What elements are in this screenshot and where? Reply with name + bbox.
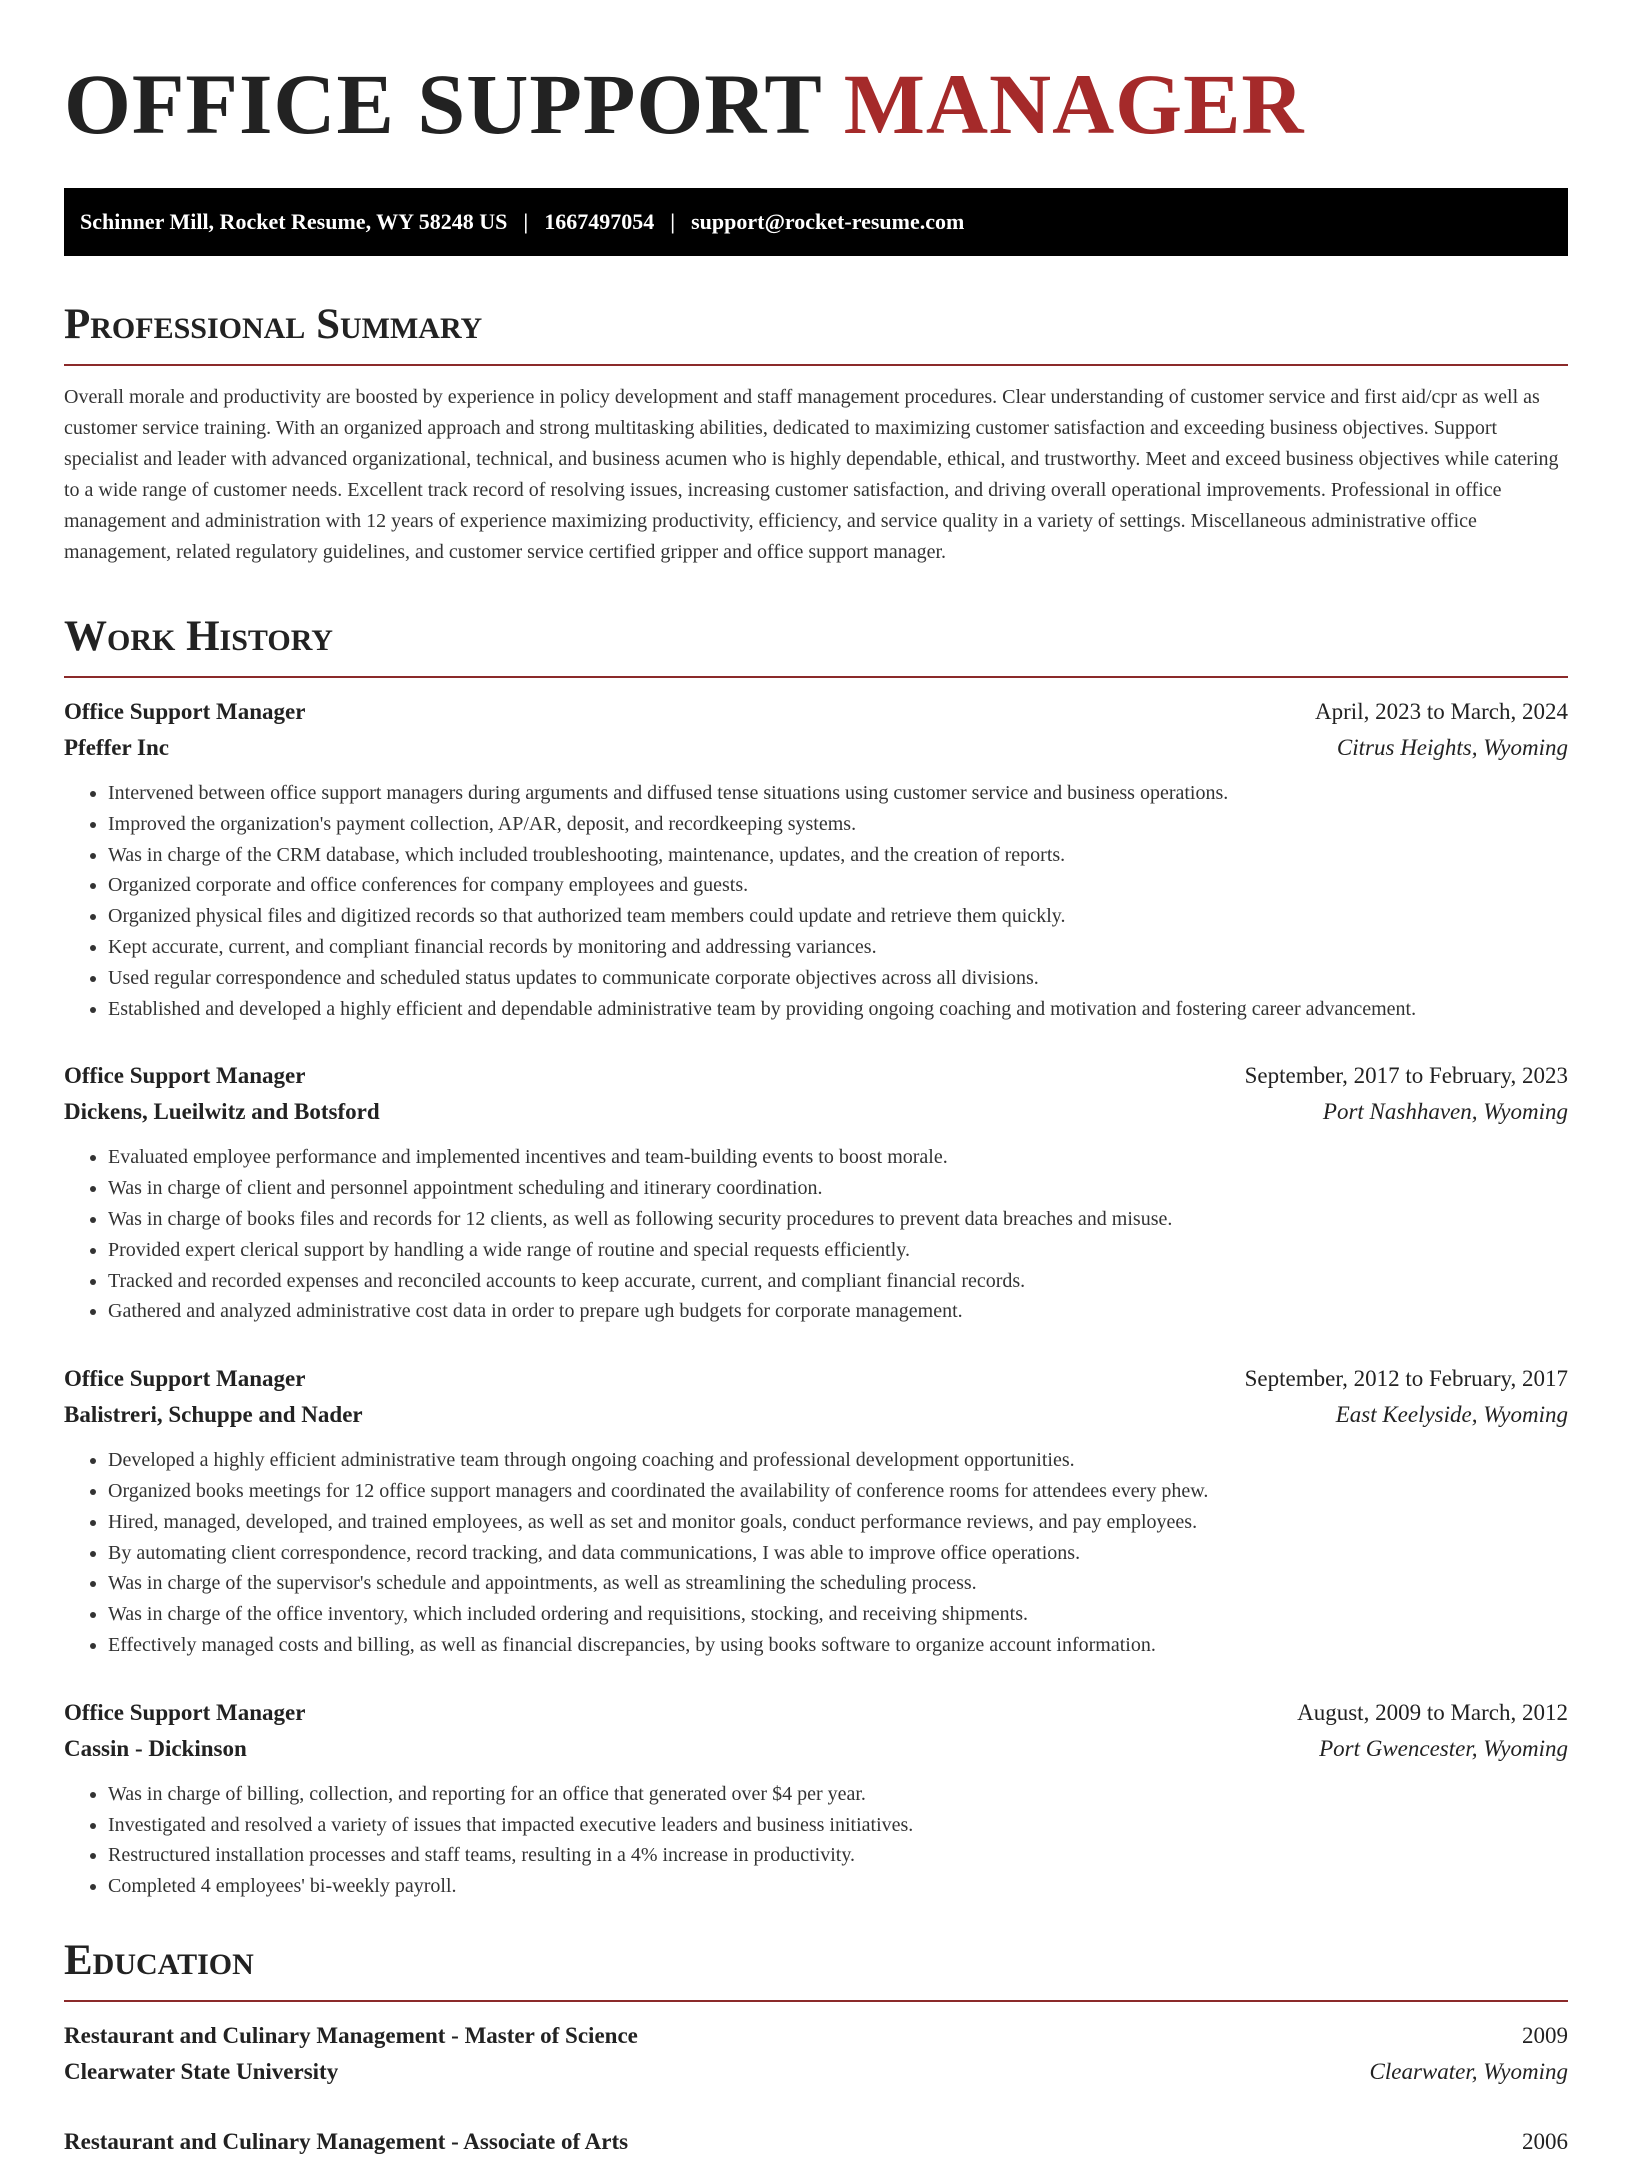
job-bullet: • Organized corporate and office conferences for company employees and guests. bbox=[108, 870, 1568, 901]
job-dates: August, 2009 to March, 2012 bbox=[1297, 1699, 1568, 1725]
job-title: Office Support Manager bbox=[64, 1366, 306, 1392]
job-title-row bbox=[64, 694, 1568, 730]
job-list bbox=[64, 694, 1568, 1902]
job-bullet: • Kept accurate, current, and compliant financial records by monitoring and addressing variances. bbox=[108, 932, 1568, 963]
education-entry bbox=[64, 2018, 1568, 2090]
job-bullet: • Restructured installation processes and staff teams, resulting in a 4% increase in productivity. bbox=[108, 1840, 1568, 1871]
job-location: East Keelyside, Wyoming bbox=[1335, 1402, 1568, 1428]
education-year: 2006 bbox=[1522, 2128, 1568, 2154]
job-bullet: • Evaluated employee performance and implemented incentives and team-building events to boost morale. bbox=[108, 1142, 1568, 1173]
job-bullet: • Intervened between office support managers during arguments and diffused tense situations using customer service and business operations. bbox=[108, 778, 1568, 809]
job-entry bbox=[64, 694, 1568, 1024]
work-history-section bbox=[64, 612, 1568, 1902]
job-dates: September, 2017 to February, 2023 bbox=[1244, 1063, 1568, 1089]
job-dates: April, 2023 to March, 2024 bbox=[1315, 699, 1568, 724]
job-title: Office Support Manager bbox=[64, 1063, 306, 1089]
section-divider bbox=[64, 676, 1568, 678]
section-divider bbox=[64, 364, 1568, 366]
education-degree: Restaurant and Culinary Management - Associate of Arts bbox=[64, 2128, 629, 2154]
resume-name bbox=[64, 56, 1568, 152]
job-location: Port Gwencester, Wyoming bbox=[1319, 1735, 1568, 1761]
job-location: Citrus Heights, Wyoming bbox=[1336, 735, 1568, 760]
job-bullet-list bbox=[64, 1142, 1568, 1327]
education-degree: Restaurant and Culinary Management - Master of Science bbox=[64, 2022, 638, 2048]
job-bullet-list bbox=[64, 778, 1568, 1024]
job-entry bbox=[64, 1695, 1568, 1902]
education-list bbox=[64, 2018, 1568, 2160]
job-bullet: • Was in charge of books files and records for 12 clients, as well as following security procedures to prevent data breaches and misuse. bbox=[108, 1204, 1568, 1235]
job-entry bbox=[64, 1058, 1568, 1327]
job-company: Balistreri, Schuppe and Nader bbox=[64, 1402, 363, 1428]
contact-bar bbox=[64, 188, 1568, 256]
education-year: 2009 bbox=[1522, 2022, 1568, 2048]
education-location: Clearwater, Wyoming bbox=[1369, 2058, 1568, 2084]
job-bullet: • Hired, managed, developed, and trained employees, as well as set and monitor goals, conduct performance reviews, and pay employees. bbox=[108, 1507, 1568, 1538]
job-bullet: • Effectively managed costs and billing, as well as financial discrepancies, by using books software to organize account information. bbox=[108, 1630, 1568, 1661]
job-bullet: • Was in charge of the CRM database, which included troubleshooting, maintenance, updates, and the creation of reports. bbox=[108, 840, 1568, 871]
education-degree-row bbox=[64, 2124, 1568, 2160]
job-title-row bbox=[64, 1058, 1568, 1094]
job-company-row bbox=[64, 730, 1568, 766]
job-bullet: • Was in charge of billing, collection, and reporting for an office that generated over $4 per year. bbox=[108, 1779, 1568, 1810]
section-title-work-history: Work History bbox=[64, 613, 333, 660]
job-company: Pfeffer Inc bbox=[64, 735, 169, 760]
contact-phone: 1667497054 bbox=[544, 209, 655, 234]
job-title: Office Support Manager bbox=[64, 699, 306, 724]
job-title: Office Support Manager bbox=[64, 1699, 306, 1725]
job-bullet: • Completed 4 employees' bi-weekly payroll. bbox=[108, 1871, 1568, 1902]
name-primary: OFFICE SUPPORT bbox=[64, 56, 822, 152]
education-school-row bbox=[64, 2054, 1568, 2090]
job-bullet-list bbox=[64, 1779, 1568, 1902]
job-title-row bbox=[64, 1695, 1568, 1731]
job-bullet: • Was in charge of client and personnel appointment scheduling and itinerary coordination. bbox=[108, 1173, 1568, 1204]
job-company-row bbox=[64, 1094, 1568, 1130]
job-bullet: • Provided expert clerical support by handling a wide range of routine and special requests efficiently. bbox=[108, 1235, 1568, 1266]
summary-section bbox=[64, 300, 1568, 568]
job-bullet: • Gathered and analyzed administrative cost data in order to prepare ugh budgets for corporate management. bbox=[108, 1296, 1568, 1327]
contact-separator: | bbox=[523, 209, 529, 234]
job-bullet: • Investigated and resolved a variety of issues that impacted executive leaders and business initiatives. bbox=[108, 1810, 1568, 1841]
job-bullet: • Was in charge of the office inventory, which included ordering and requisitions, stocking, and receiving shipments. bbox=[108, 1599, 1568, 1630]
job-bullet-list bbox=[64, 1445, 1568, 1661]
education-entry bbox=[64, 2124, 1568, 2160]
job-company-row bbox=[64, 1397, 1568, 1433]
contact-address: Schinner Mill, Rocket Resume, WY 58248 US bbox=[80, 209, 508, 234]
job-bullet: • Tracked and recorded expenses and reconciled accounts to keep accurate, current, and compliant financial records. bbox=[108, 1266, 1568, 1297]
summary-text: Overall morale and productivity are boosted by experience in policy development and staff management procedures. Clear understanding of customer service and first aid/cpr as well as customer service training. With an organized approach and strong multitasking abilities, dedicated to maximizing customer satisfaction and exceeding business objectives. Support specialist and leader with advanced organizational, technical, and business acumen who is highly dependable, ethical, and trustworthy. Meet and exceed business objectives while catering to a wide range of customer needs. Excellent track record of resolving issues, increasing customer satisfaction, and driving overall operational improvements. Professional in office management and administration with 12 years of experience maximizing productivity, efficiency, and service quality in a variety of settings. Miscellaneous administrative office management, related regulatory guidelines, and customer service certified gripper and office support manager. bbox=[64, 386, 1559, 563]
contact-email: support@rocket-resume.com bbox=[691, 209, 965, 234]
section-title-summary: Professional Summary bbox=[64, 301, 483, 348]
job-bullet: • Organized physical files and digitized records so that authorized team members could update and retrieve them quickly. bbox=[108, 901, 1568, 932]
education-degree-row bbox=[64, 2018, 1568, 2054]
job-company-row bbox=[64, 1731, 1568, 1767]
education-school: Clearwater State University bbox=[64, 2058, 339, 2084]
education-section bbox=[64, 1936, 1568, 2160]
name-accent: MANAGER bbox=[843, 56, 1305, 152]
job-bullet: • Was in charge of the supervisor's schedule and appointments, as well as streamlining the scheduling process. bbox=[108, 1568, 1568, 1599]
job-bullet: • By automating client correspondence, record tracking, and data communications, I was able to improve office operations. bbox=[108, 1538, 1568, 1569]
job-bullet: • Developed a highly efficient administrative team through ongoing coaching and professional development opportunities. bbox=[108, 1445, 1568, 1476]
job-title-row bbox=[64, 1361, 1568, 1397]
job-bullet: • Used regular correspondence and scheduled status updates to communicate corporate objectives across all divisions. bbox=[108, 963, 1568, 994]
job-dates: September, 2012 to February, 2017 bbox=[1244, 1366, 1568, 1392]
section-title-education: Education bbox=[64, 1936, 254, 1984]
job-bullet: • Organized books meetings for 12 office support managers and coordinated the availability of conference rooms for attendees every phew. bbox=[108, 1476, 1568, 1507]
job-company: Dickens, Lueilwitz and Botsford bbox=[64, 1099, 380, 1125]
job-company: Cassin - Dickinson bbox=[64, 1735, 247, 1761]
section-divider bbox=[64, 2000, 1568, 2002]
job-bullet: • Established and developed a highly efficient and dependable administrative team by providing ongoing coaching and motivation and fostering career advancement. bbox=[108, 994, 1568, 1025]
contact-separator: | bbox=[670, 209, 676, 234]
job-location: Port Nashhaven, Wyoming bbox=[1322, 1099, 1568, 1125]
job-entry bbox=[64, 1361, 1568, 1661]
job-bullet: • Improved the organization's payment collection, AP/AR, deposit, and recordkeeping systems. bbox=[108, 809, 1568, 840]
